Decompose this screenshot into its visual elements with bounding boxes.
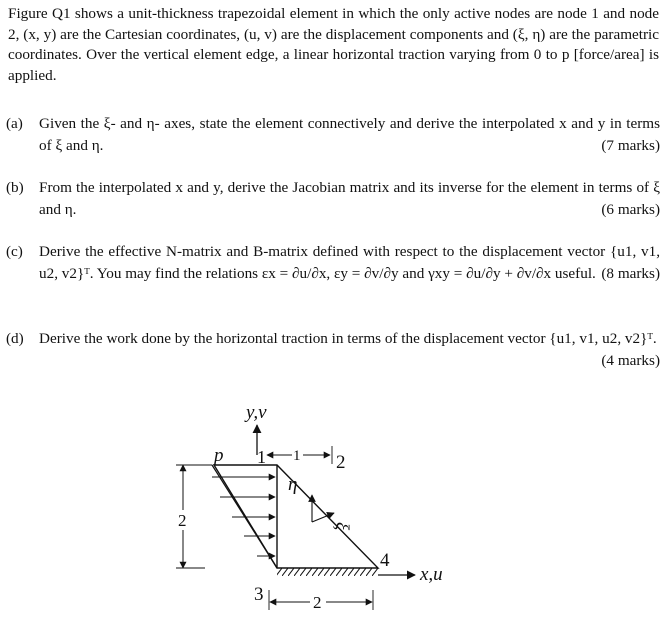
question-text: Derive the work done by the horizontal traction in terms of the displacement vector {u1, v1, u2, v2}ᵀ. (39, 330, 657, 347)
node-2-label: 2 (336, 452, 346, 473)
question-label: (b) (6, 179, 24, 196)
eta-label: η (288, 474, 298, 495)
node-1-label: 1 (257, 447, 266, 467)
x-axis-label: x,u (420, 564, 443, 585)
ground-hatching (277, 568, 378, 576)
left-dimension-label: 2 (178, 511, 187, 530)
xi-label: ξ (331, 522, 352, 531)
question-text: From the interpolated x and y, derive the Jacobian matrix and its inverse for the element in terms of ξ and η. (39, 179, 660, 218)
top-dimension-label: 1 (293, 448, 301, 464)
question-text: Given the ξ- and η- axes, state the element connectively and derive the interpolated x and y in terms of ξ and η. (39, 115, 660, 154)
question-marks: (8 marks) (601, 264, 660, 282)
load-label: p (214, 445, 224, 466)
node-3-label: 3 (254, 584, 264, 605)
traction-arrows (212, 477, 275, 556)
question-marks: (7 marks) (601, 136, 660, 154)
question-text: Derive the effective N-matrix and B-matrix defined with respect to the displacement vector {u1, v1, u2, v2}ᵀ. You may find the relations εx = ∂u/∂x, εy = ∂v/∂y and γxy = ∂u/∂y + ∂v/∂x useful. (39, 243, 660, 282)
question-label: (c) (6, 243, 23, 260)
question-label: (a) (6, 115, 23, 132)
question-marks: (4 marks) (601, 351, 660, 369)
intro-paragraph: Figure Q1 shows a unit-thickness trapezoidal element in which the only active nodes are node 1 and node 2, (x, y) are the Cartesian coordinates, (u, v) are the displacement components and (ξ, η) are the parametric coordinates. Over the vertical element edge, a linear horizontal traction varying from 0 to p [force/area] is applied. (8, 5, 659, 84)
bottom-dimension-label: 2 (313, 593, 322, 612)
node-4-label: 4 (380, 550, 390, 571)
y-axis-label: y,v (246, 402, 267, 423)
question-marks: (6 marks) (601, 200, 660, 218)
question-label: (d) (6, 330, 24, 347)
